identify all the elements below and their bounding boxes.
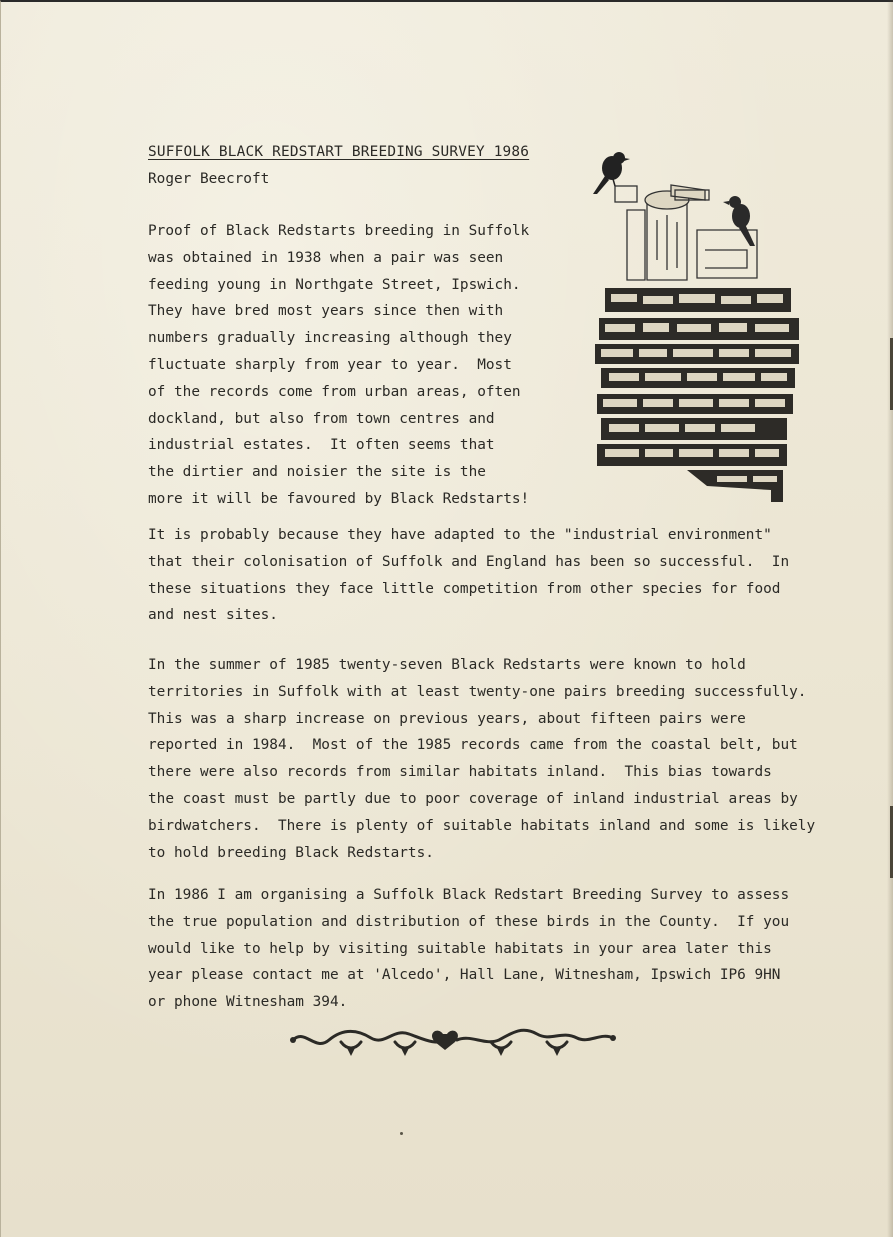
- paragraph-2: It is probably because they have adapted to the "industrial environment" that their colonisation of Suffolk and England has been so successful. In these situations they face little competition from other species for food and nest sites.: [148, 527, 790, 624]
- ornament-divider-icon: [285, 1020, 621, 1060]
- paragraph-1: Proof of Black Redstarts breeding in Suffolk was obtained in 1938 when a pair was seen feeding young in Northgate Street, Ipswich. They have bred most years since then with numbers gradually increasing although they fluctuate sharply from year to year. Most of the records come from urban areas, often dockland, but also from town centres and industrial estates. It often seems that the dirtier and noisier the site is the more it will be favoured by Black Redstarts!: [148, 223, 530, 507]
- paragraph-4: In 1986 I am organising a Suffolk Black Redstart Breeding Survey to assess the true population and distribution of these birds in the County. If you would like to help by visiting suitable habitats in your area later this year please contact me at 'Alcedo', Hall Lane, Witnesham, Ipswich IP6 9HN or phone Witnesham 394.: [148, 887, 790, 1011]
- black-redstart-chimney-illustration: [587, 150, 799, 502]
- brick-wall: [595, 288, 799, 502]
- page-edge-shadow: [887, 0, 893, 1237]
- bird-icon-2: [723, 196, 755, 246]
- article-title: SUFFOLK BLACK REDSTART BREEDING SURVEY 1986: [148, 144, 530, 160]
- bird-icon: [593, 152, 630, 194]
- paper-speck: [400, 1132, 403, 1135]
- article-author: Roger Beecroft: [148, 171, 270, 187]
- paragraph-3: In the summer of 1985 twenty-seven Black Redstarts were known to hold territories in Suffolk with at least twenty-one pairs breeding successfully. This was a sharp increase on previous years, about fifteen pairs were reported in 1984. Most of the 1985 records came from the coastal belt, but there were also records from similar habitats inland. This bias towards the coast must be partly due to poor coverage of inland industrial areas by birdwatchers. There is plenty of suitable habitats inland and some is likely to hold breeding Black Redstarts.: [148, 657, 816, 861]
